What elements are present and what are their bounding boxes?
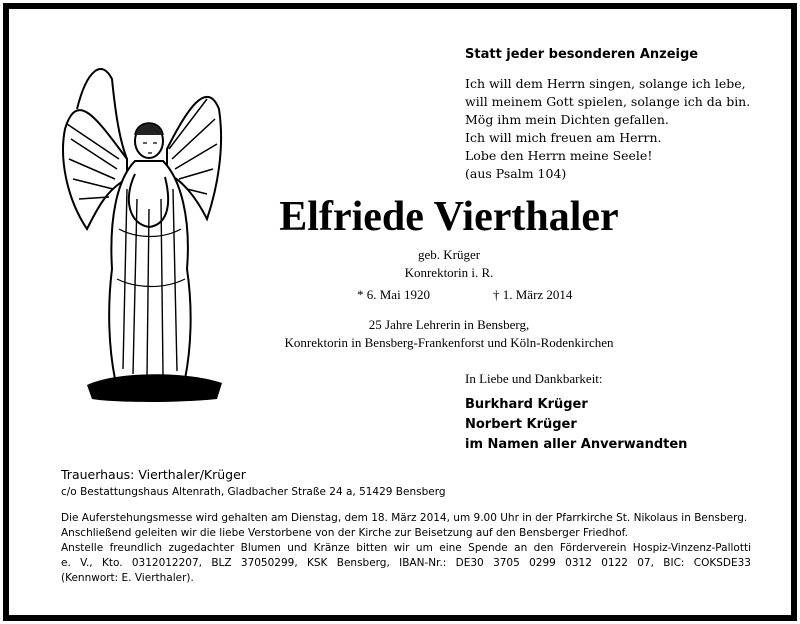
psalm-poem (465, 75, 750, 183)
mourner-name: im Namen aller Anverwandten (465, 437, 688, 452)
poem-source: (aus Psalm 104) (465, 166, 567, 181)
mourner-name: Burkhard Krüger (465, 397, 588, 412)
mourning-house-title: Trauerhaus: Vierthaler/Krüger (61, 467, 246, 482)
poem-line: Ich will mich freuen am Herrn. (465, 130, 662, 145)
notice-line: Anstelle freundlich zugedachter Blumen und Kränze bitten wir um eine Spende an den Förderverein Hospiz-Vinzenz-Pallotti (61, 542, 751, 554)
service-notice (61, 511, 751, 586)
obituary-frame (3, 3, 797, 621)
professional-title: Konrektorin i. R. (404, 265, 494, 280)
notice-heading: Statt jeder besonderen Anzeige (465, 47, 699, 62)
gratitude-line: In Liebe und Dankbarkeit: (465, 371, 603, 386)
mourners-list (465, 395, 687, 455)
mourning-house-address: c/o Bestattungshaus Altenrath, Gladbacher Straße 24 a, 51429 Bensberg (61, 486, 446, 498)
angel-illustration (57, 49, 227, 405)
notice-line: Die Auferstehungsmesse wird gehalten am Dienstag, dem 18. März 2014, um 9.00 Uhr in der Pfarrkirche St. Nikolaus in Bensberg. (61, 512, 748, 524)
poem-line: Mög ihm mein Dichten gefallen. (465, 112, 669, 127)
notice-line: e. V., Kto. 0312012207, BLZ 37050299, KSK Bensberg, IBAN-Nr.: DE30 3705 0299 0312 0122 07, BIC: COKSDE33 (61, 557, 751, 569)
deceased-name: Elfriede Vierthaler (279, 194, 619, 240)
birth-date: * 6. Mai 1920 (357, 287, 430, 302)
notice-line: (Kennwort: E. Vierthaler). (61, 572, 194, 584)
poem-line: Lobe den Herrn meine Seele! (465, 148, 653, 163)
birth-name: geb. Krüger (417, 247, 481, 262)
career-line: Konrektorin in Bensberg-Frankenforst und Köln-Rodenkirchen (284, 335, 614, 350)
poem-line: Ich will dem Herrn singen, solange ich lebe, (465, 76, 746, 91)
poem-line: will meinem Gott spielen, solange ich da bin. (465, 94, 751, 109)
notice-line: Anschließend geleiten wir die liebe Verstorbene von der Kirche zur Beisetzung auf den Bensberger Friedhof. (61, 527, 628, 539)
death-date: † 1. März 2014 (493, 287, 573, 302)
career-line: 25 Jahre Lehrerin in Bensberg, (368, 317, 530, 332)
mourner-name: Norbert Krüger (465, 417, 577, 432)
